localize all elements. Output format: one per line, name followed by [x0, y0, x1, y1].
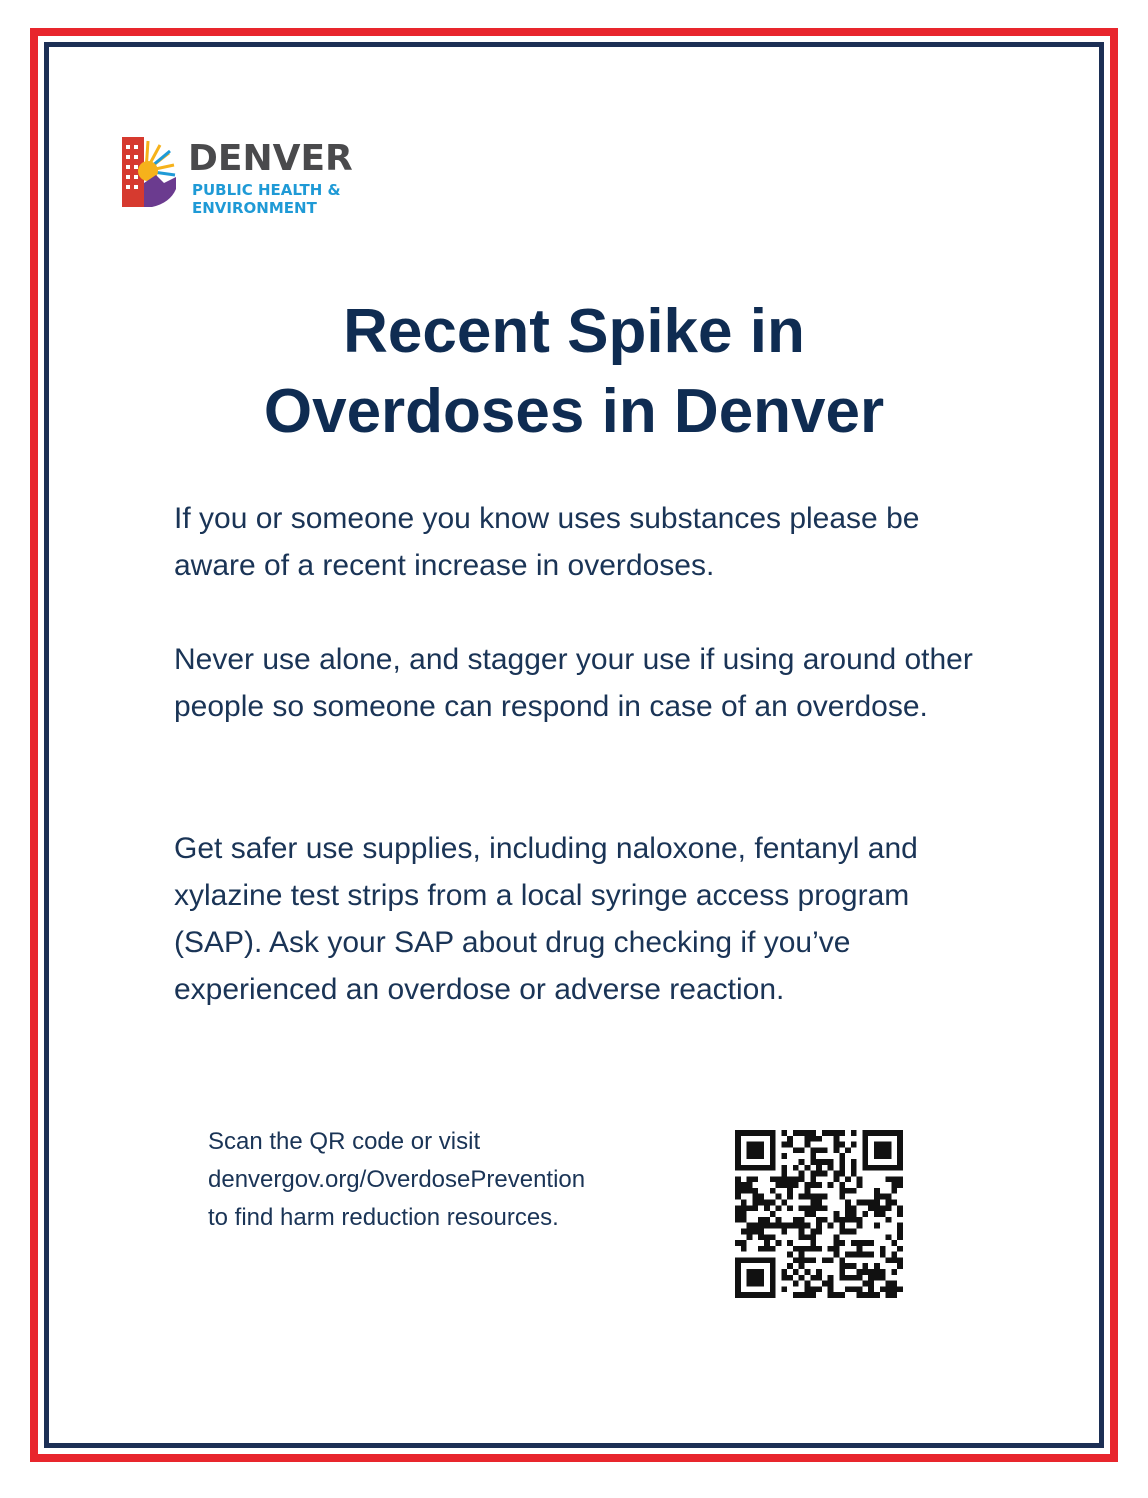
footer-instructions: [208, 1123, 658, 1237]
paragraph-safer-supplies: Get safer use supplies, including naloxone, fentanyl and xylazine test strips from a local syringe access program (SAP). Ask your SAP about drug checking if you’ve experienced an overdose or adverse reaction.: [174, 832, 918, 1006]
title-line-2: Overdoses in Denver: [263, 377, 885, 446]
footer-line-1: Scan the QR code or visit: [208, 1128, 481, 1155]
logo-subtitle-line2: ENVIRONMENT: [192, 199, 317, 217]
qr-code-icon[interactable]: [735, 1130, 903, 1298]
denver-logo-mark-icon: [122, 137, 178, 207]
denver-logo: [122, 137, 382, 221]
footer-line-3: to find harm reduction resources.: [208, 1204, 559, 1231]
paragraph-awareness: If you or someone you know uses substances please be aware of a recent increase in overdoses.: [174, 502, 920, 582]
logo-name: DENVER: [188, 138, 353, 179]
title-line-1: Recent Spike in: [343, 297, 805, 366]
inner-navy-border: [44, 42, 1104, 1448]
paragraph-never-use-alone: Never use alone, and stagger your use if using around other people so someone can respond in case of an overdose.: [174, 643, 973, 723]
footer-url[interactable]: denvergov.org/OverdosePrevention: [208, 1166, 586, 1193]
page-title: [100, 292, 1048, 452]
logo-subtitle-line1: PUBLIC HEALTH &: [192, 181, 341, 199]
